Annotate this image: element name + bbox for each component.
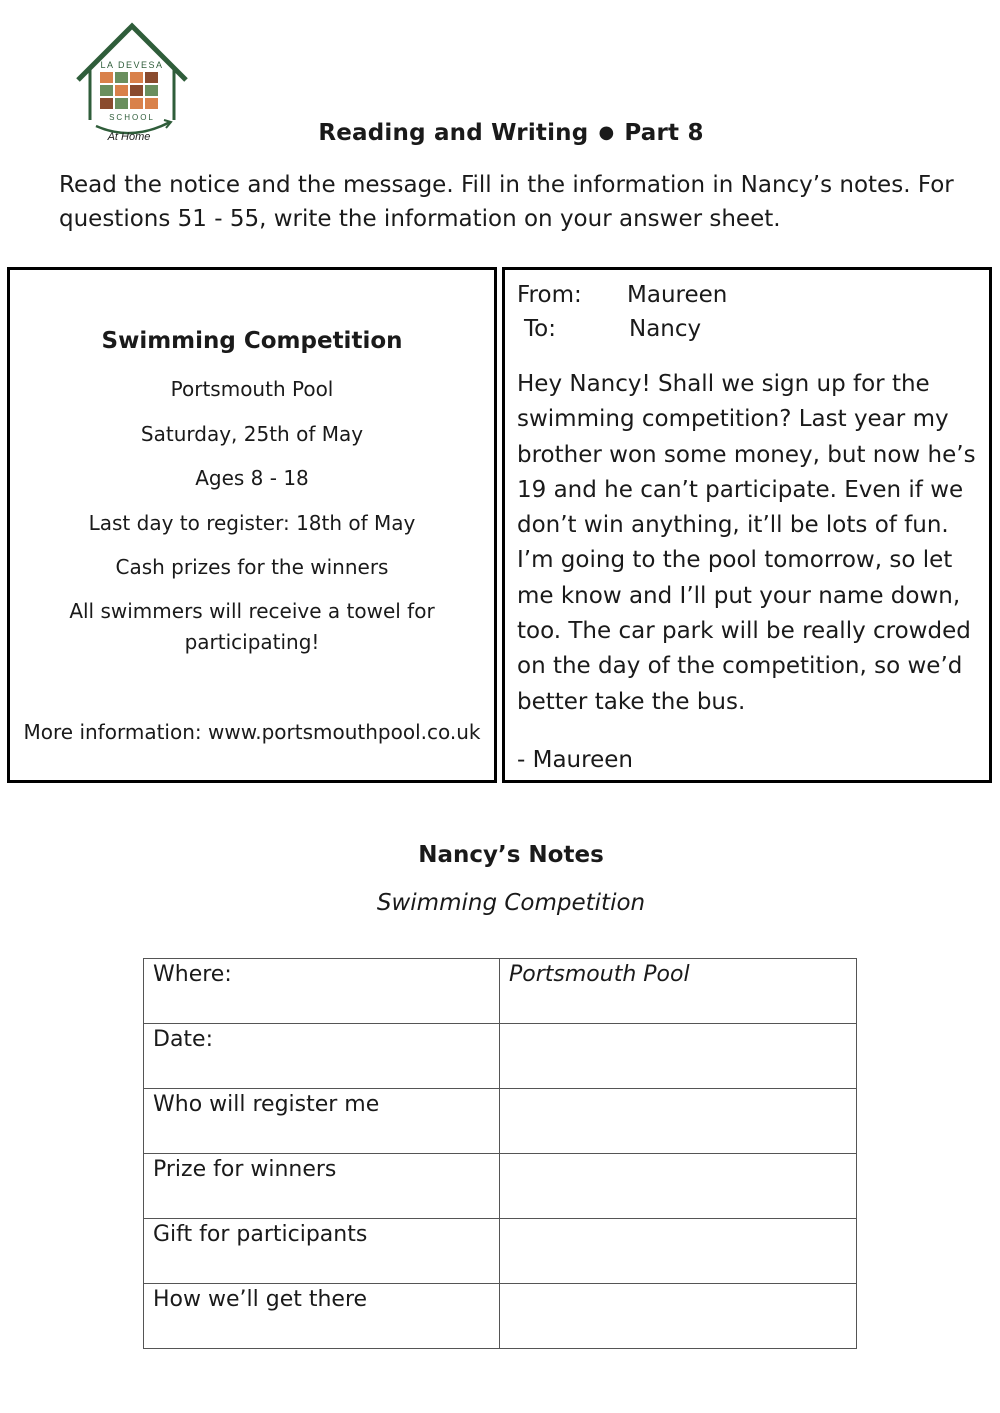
from-label: From: [517,282,582,308]
table-row [144,1284,857,1349]
answer-field-date[interactable] [500,1024,857,1089]
answer-field-prize[interactable] [500,1154,857,1219]
notice-title: Swimming Competition [101,328,403,354]
answer-field-transport[interactable] [500,1284,857,1349]
notice-line-date: Saturday, 25th of May [140,422,364,446]
notice-line-more-info: More information: www.portsmouthpool.co.uk [23,720,481,744]
row-label-register: Who will register me [144,1089,500,1154]
notes-table [143,958,857,1349]
logo-tagline: At Home [107,131,151,143]
table-row [144,1024,857,1089]
notice-box [7,267,497,783]
notes-subtitle: Swimming Competition [376,890,646,916]
answer-field-gift[interactable] [500,1219,857,1284]
notice-line-ages: Ages 8 - 18 [195,466,309,490]
notes-title: Nancy’s Notes [418,842,604,868]
table-row [144,1089,857,1154]
message-from-row [517,282,727,308]
row-label-transport: How we’ll get there [144,1284,500,1349]
answer-field-where[interactable]: Portsmouth Pool [500,959,857,1024]
row-label-where: Where: [144,959,500,1024]
notice-line-prizes: Cash prizes for the winners [115,555,389,579]
logo-text-bottom: SCHOOL [109,113,155,122]
row-label-prize: Prize for winners [144,1154,500,1219]
notice-line-venue: Portsmouth Pool [170,377,334,401]
title-right: Part 8 [624,120,704,146]
row-label-gift: Gift for participants [144,1219,500,1284]
logo-text-top: LA DEVESA [100,60,164,70]
table-row [144,1219,857,1284]
notice-line-towel: All swimmers will receive a towel for participating! [69,599,435,654]
to-label: To: [524,316,556,342]
answer-field-register[interactable] [500,1089,857,1154]
table-row [144,959,857,1024]
title-separator: ● [598,122,615,143]
to-value: Nancy [629,316,702,342]
notice-line-register: Last day to register: 18th of May [88,511,416,535]
message-to-row [524,316,701,342]
title-left: Reading and Writing [318,120,589,146]
instructions-text: Read the notice and the message. Fill in the information in Nancy’s notes. For questions 51 - 55, write the information on your answer sheet. [59,172,954,232]
table-row [144,1154,857,1219]
message-signature: - Maureen [517,747,633,773]
row-label-date: Date: [144,1024,500,1089]
from-value: Maureen [627,282,728,308]
page-title [0,120,1000,146]
message-box [502,267,992,783]
logo-tiles [100,72,158,109]
message-body: Hey Nancy! Shall we sign up for the swimming competition? Last year my brother won some money, but now he’s 19 and he can’t participate. Even if we don’t win anything, it’ll be lots of fun. I’m going to the pool tomorrow, so let me know and I’ll put your name down, too. The car park will be really crowded on the day of the competition, so we’d better take the bus. [517,371,976,715]
